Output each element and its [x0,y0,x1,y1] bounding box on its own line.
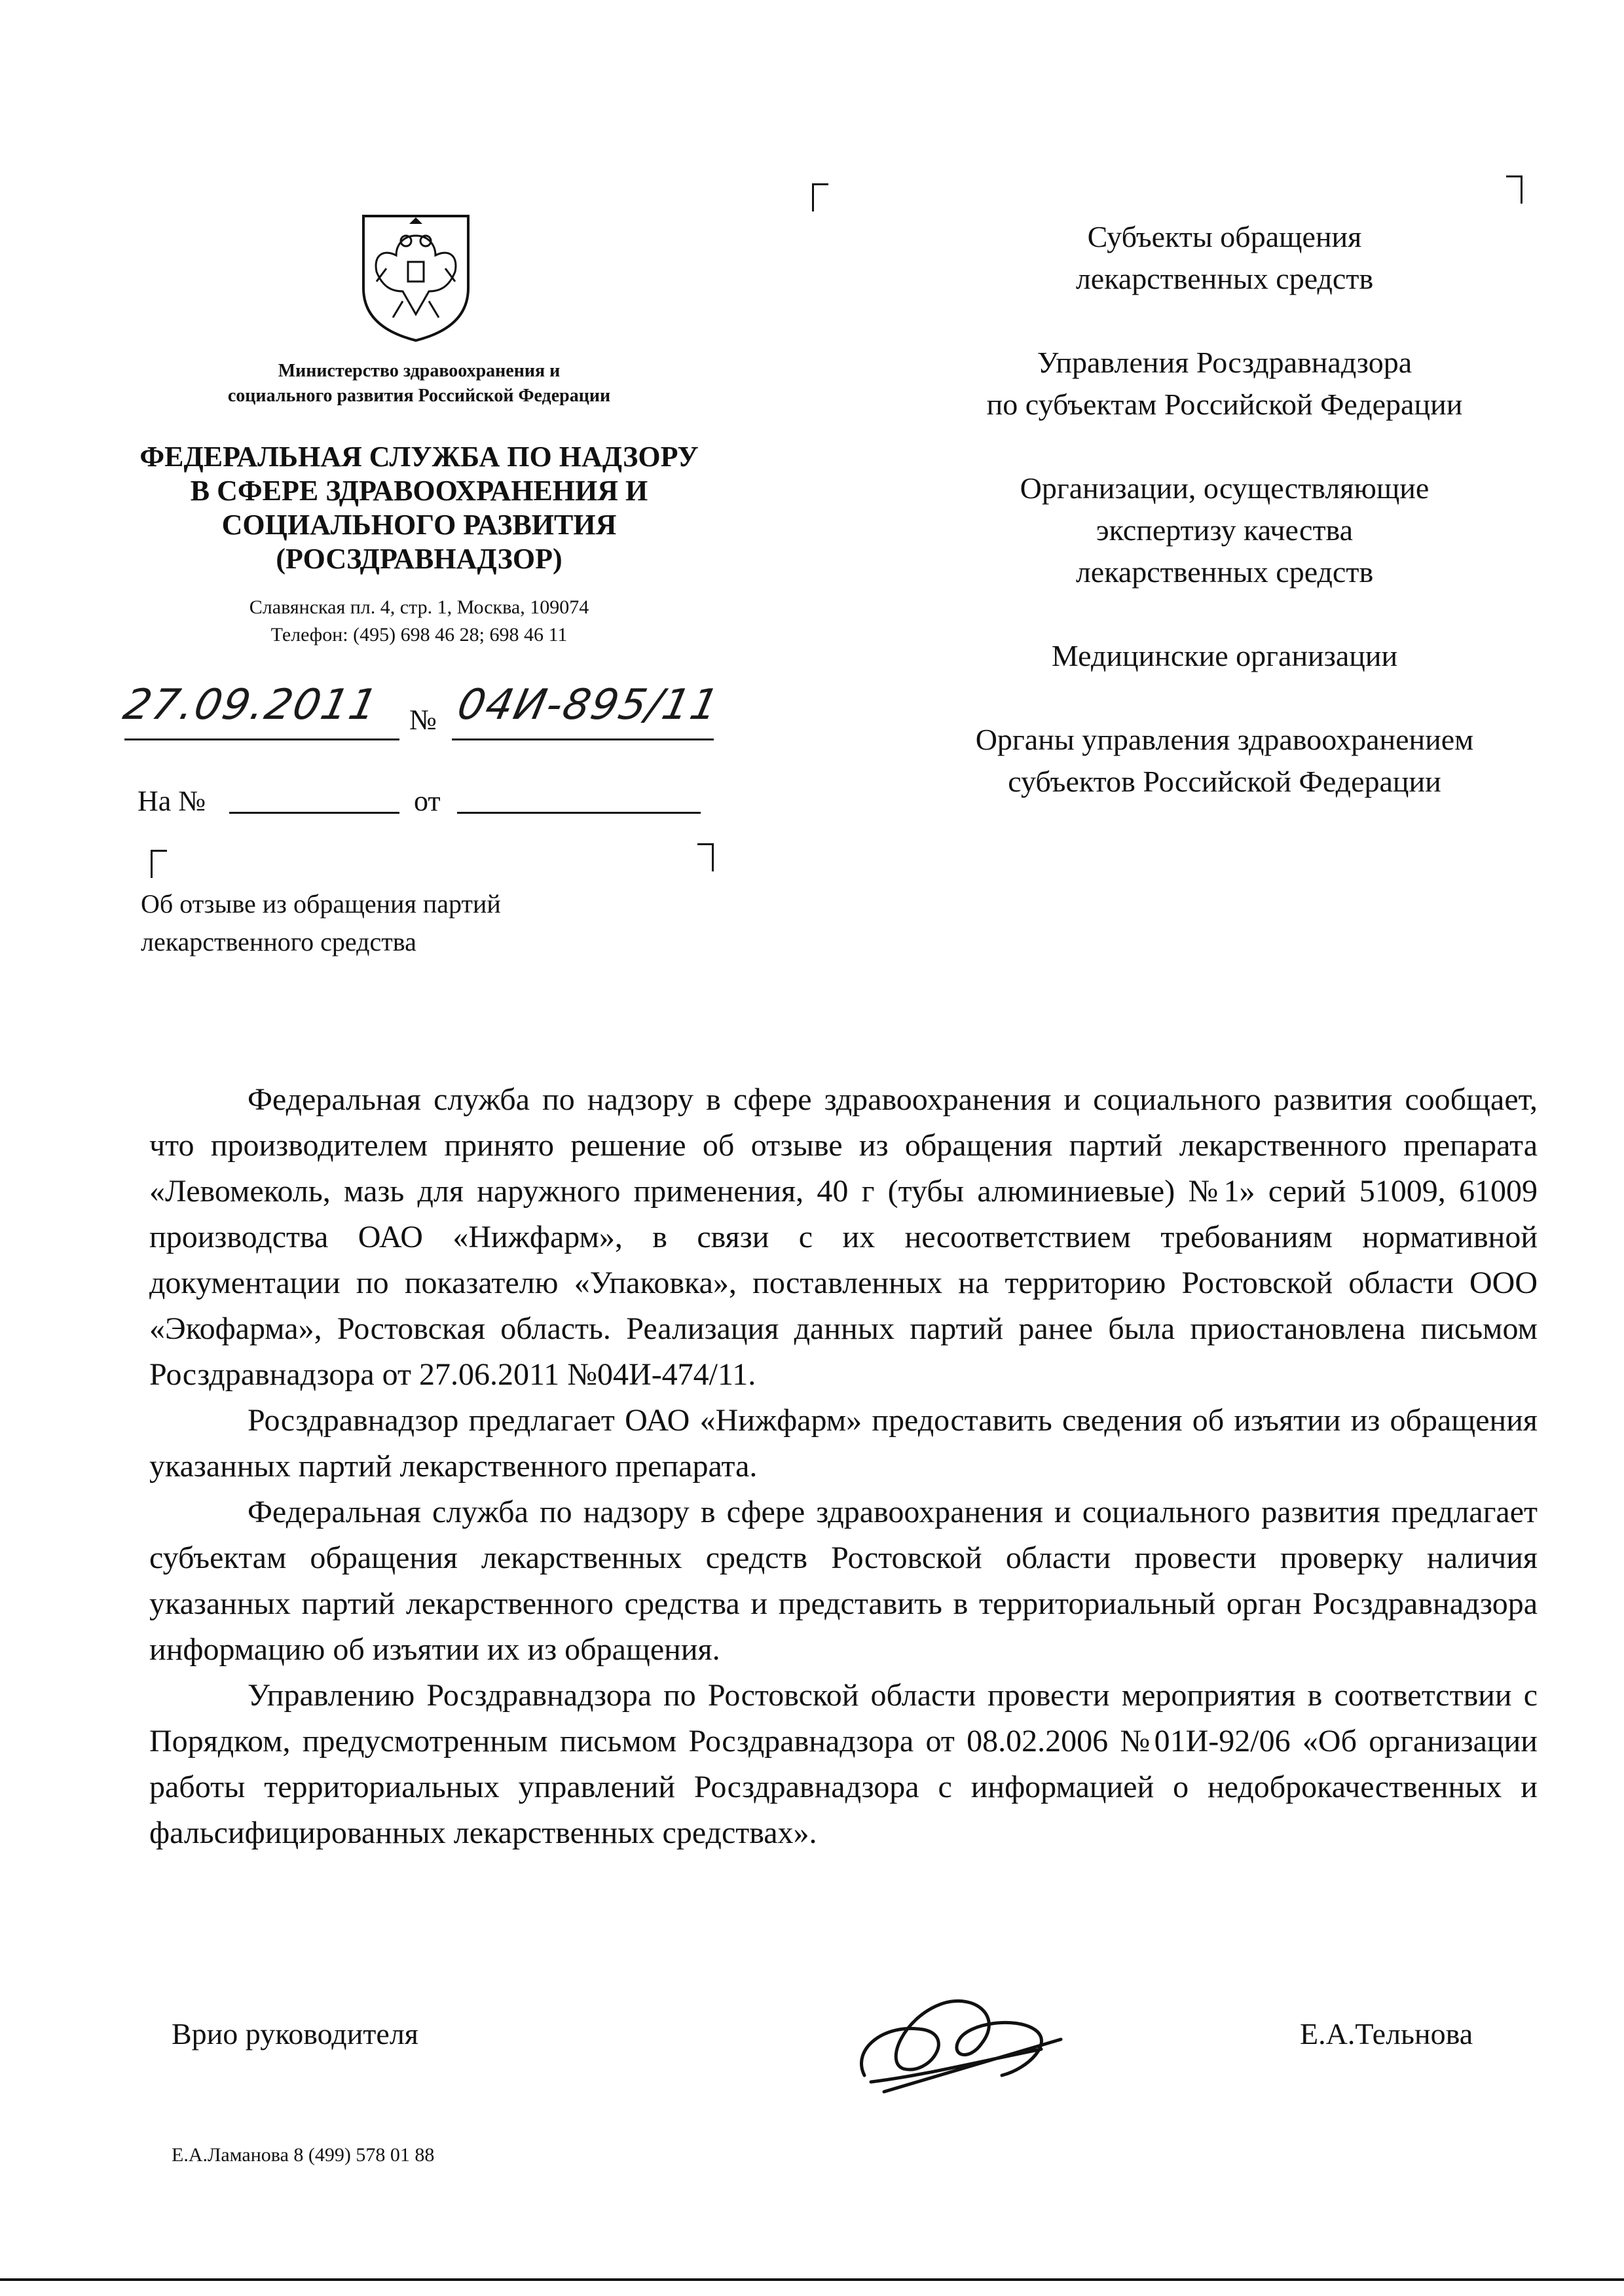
recipient-line: Организации, осуществляющие [1020,471,1430,505]
registration-date: 27.09.2011 [119,681,383,729]
reply-to-label: На № [138,785,206,817]
letter-body [149,1077,1538,1856]
registration-number: 04И-895/11 [453,681,724,729]
from-label: от [414,785,441,817]
subject [141,885,678,961]
service-line-3: СОЦИАЛЬНОГО РАЗВИТИЯ [221,509,617,541]
recipient-group [891,635,1559,677]
body-paragraph-4: Управлению Росздравнадзора по Ростовской области провести мероприятия в соответствии с Порядком, предусмотренным письмом Росздравнадзора от 08.02.2006 №01И-92/06 «Об организации работы территориальных управлений Росздравнадзора с информацией о недоброкачественных и фальсифицированных лекарственных средствах». [149,1678,1538,1850]
phone: Телефон: (495) 698 46 28; 698 46 11 [270,624,568,646]
signatory-name: Е.А.Тельнова [1300,2017,1473,2050]
from-field [457,812,701,814]
service-line-1: ФЕДЕРАЛЬНАЯ СЛУЖБА ПО НАДЗОРУ [139,441,699,473]
recipient-line: лекарственных средств [1075,262,1374,295]
recipient-line: лекарственных средств [1075,555,1374,589]
subject-bracket-right [697,843,714,871]
recipient-line: Органы управления здравоохранением [975,723,1474,756]
signature-mark [845,1977,1080,2102]
recipient-group [891,719,1559,803]
page-bottom-rule [0,2278,1624,2281]
signatory-role: Врио руководителя [172,2017,418,2050]
recipient-group [891,467,1559,593]
ministry-line-1: Министерство здравоохранения и [278,361,561,381]
coat-of-arms-emblem [357,210,475,344]
number-underline [452,738,714,740]
reply-to-field [229,812,399,814]
recipient-line: Медицинские организации [1051,639,1398,672]
service-line-4: (РОСЗДРАВНАДЗОР) [276,543,563,575]
body-paragraph-2: Росздравнадзор предлагает ОАО «Нижфарм» предоставить сведения об изъятии из обращения указанных партий лекарственного препарата. [149,1403,1538,1484]
ministry-line-2: социального развития Российской Федерации [227,386,611,406]
executor-contact: Е.А.Ламанова 8 (499) 578 01 88 [172,2144,435,2166]
recipient-bracket-right [1506,175,1522,204]
subject-bracket-left [151,850,167,878]
recipient-group [891,342,1559,426]
body-paragraph-3: Федеральная служба по надзору в сфере здравоохранения и социального развития предлагает субъектам обращения лекарственных средств Ростовской области провести проверку наличия указанных партий лекарственного средства и представить в территориальный орган Росздравнадзора информацию об изъятии их из обращения. [149,1495,1538,1667]
date-underline [124,738,399,740]
recipient-bracket-left [812,183,828,211]
recipients-block [891,216,1559,845]
subject-line-2: лекарственного средства [141,927,416,957]
number-label: № [409,704,437,736]
service-line-2: В СФЕРЕ ЗДРАВООХРАНЕНИЯ И [190,475,648,507]
body-paragraph-1: Федеральная служба по надзору в сфере здравоохранения и социального развития сообщает, что производителем принято решение об отзыве из обращения партий лекарственного препарата «Левомеколь, мазь для наружного применения, 40 г (тубы алюминиевые) №1» серий 51009, 61009 производства ОАО «Нижфарм», в связи с их несоответствием требованиям нормативной документации по показателю «Упаковка», поставленных на территорию Ростовской области ООО «Экофарма», Ростовская область. Реализация данных партий ранее была приостановлена письмом Росздравнадзора от 27.06.2011 №04И-474/11. [149,1082,1538,1392]
recipient-line: экспертизу качества [1096,513,1354,547]
recipient-line: Субъекты обращения [1087,220,1362,253]
subject-line-1: Об отзыве из обращения партий [141,889,501,919]
recipient-line: Управления Росздравнадзора [1037,346,1412,379]
recipient-group [891,216,1559,300]
recipient-line: субъектов Российской Федерации [1008,765,1441,798]
address: Славянская пл. 4, стр. 1, Москва, 109074 [249,596,589,618]
recipient-line: по субъектам Российской Федерации [986,388,1463,421]
